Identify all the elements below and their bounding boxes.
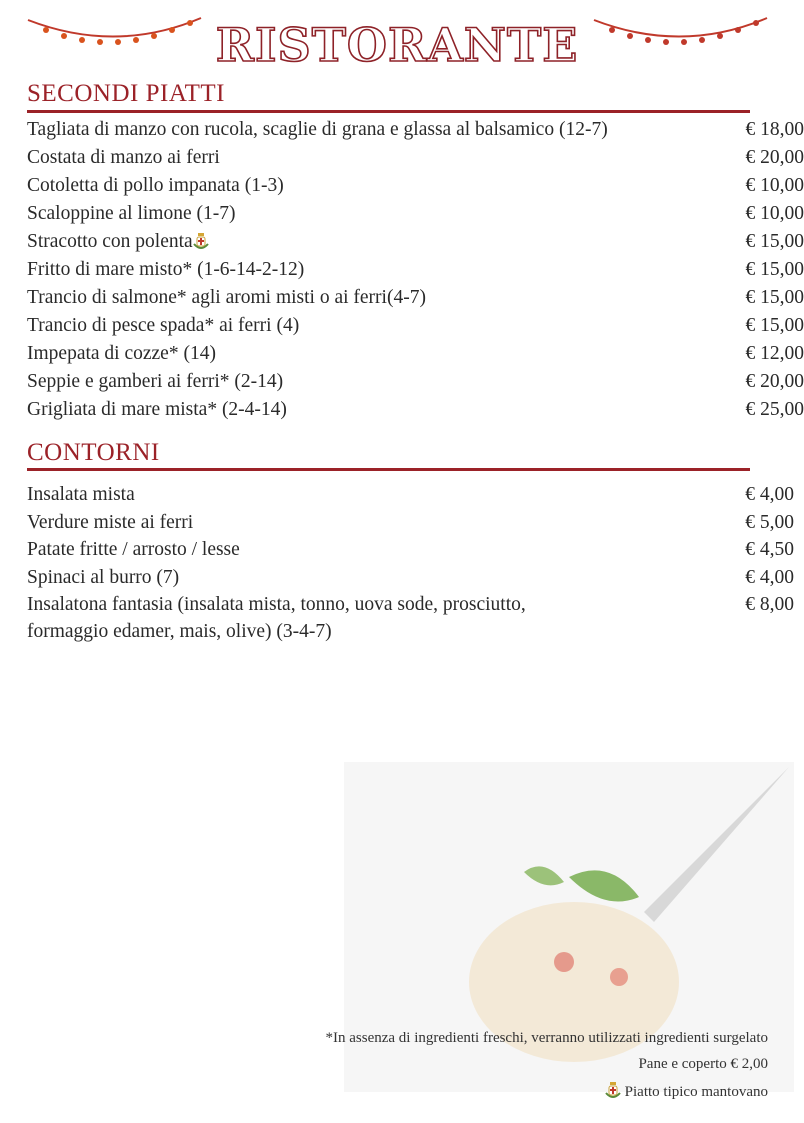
menu-item-price: € 4,50	[745, 539, 794, 560]
menu-item	[27, 315, 804, 343]
menu-item-name: Fritto di mare misto* (1-6-14-2-12)	[27, 259, 305, 280]
menu-item	[27, 566, 794, 595]
menu-item-price: € 15,00	[745, 259, 804, 280]
menu-item-name: Impepata di cozze* (14)	[27, 343, 216, 364]
menu-item-name: Trancio di salmone* agli aromi misti o ai ferri(4-7)	[27, 287, 426, 308]
menu-item-price: € 15,00	[745, 231, 804, 252]
menu-item-name: Insalatona fantasia (insalata mista, tonno, uova sode, prosciutto,	[27, 594, 526, 615]
menu-item-price: € 15,00	[745, 287, 804, 308]
menu-item	[27, 484, 794, 512]
menu-item	[27, 539, 794, 567]
menu-item	[27, 259, 804, 287]
menu-item-name: Seppie e gamberi ai ferri* (2-14)	[27, 371, 284, 392]
menu-item	[27, 594, 794, 642]
menu-item-name: Grigliata di mare mista* (2-4-14)	[27, 399, 287, 420]
menu-item-price: € 15,00	[745, 315, 804, 336]
menu-item-price: € 25,00	[745, 399, 804, 420]
page-title: RISTORANTE	[215, 18, 579, 72]
section-title-secondi: SECONDI PIATTI	[27, 80, 225, 107]
menu-item	[27, 371, 804, 399]
menu-item-price: € 12,00	[745, 343, 804, 364]
menu-item-name: Insalata mista	[27, 484, 135, 505]
menu-item-name: Stracotto con polenta	[27, 231, 209, 253]
menu-item-name: Costata di manzo ai ferri	[27, 147, 220, 168]
menu-item-name: Trancio di pesce spada* ai ferri (4)	[27, 315, 300, 336]
section-title-contorni: CONTORNI	[27, 439, 160, 466]
divider	[27, 110, 750, 113]
menu-item-name: Scaloppine al limone (1-7)	[27, 203, 236, 224]
menu-item-name-cont: formaggio edamer, mais, olive) (3-4-7)	[27, 621, 332, 642]
menu-item	[27, 175, 804, 203]
menu-item-price: € 4,00	[745, 484, 794, 505]
menu-item-price: € 8,00	[745, 594, 794, 615]
cover-charge: Pane e coperto € 2,00	[638, 1056, 768, 1072]
mantua-crest-icon	[605, 1081, 621, 1099]
divider	[27, 468, 750, 471]
menu-item-price: € 10,00	[745, 175, 804, 196]
menu-item-name: Tagliata di manzo con rucola, scaglie di grana e glassa al balsamico (12-7)	[27, 119, 608, 140]
menu-item-name: Cotoletta di pollo impanata (1-3)	[27, 175, 284, 196]
menu-item-price: € 4,00	[745, 566, 794, 588]
menu-item	[27, 399, 804, 427]
menu-item	[27, 343, 804, 371]
menu-item	[27, 119, 804, 147]
menu-item-price: € 10,00	[745, 203, 804, 224]
menu-item	[27, 287, 804, 315]
menu-item-price: € 18,00	[745, 119, 804, 140]
legend-typical-dish: Piatto tipico mantovano	[624, 1084, 768, 1100]
mantua-crest-icon	[193, 232, 209, 250]
menu-item	[27, 231, 804, 259]
menu-item	[27, 203, 804, 231]
menu-item-price: € 5,00	[745, 511, 794, 533]
menu-item-price: € 20,00	[745, 371, 804, 392]
menu-item-name: Verdure miste ai ferri	[27, 511, 194, 533]
menu-item	[27, 511, 794, 540]
menu-item	[27, 147, 804, 175]
menu-item-price: € 20,00	[745, 147, 804, 168]
menu-item-name: Spinaci al burro (7)	[27, 566, 180, 588]
footnote-frozen: *In assenza di ingredienti freschi, verranno utilizzati ingredienti surgelato	[325, 1030, 768, 1046]
menu-item-name: Patate fritte / arrosto / lesse	[27, 539, 240, 560]
